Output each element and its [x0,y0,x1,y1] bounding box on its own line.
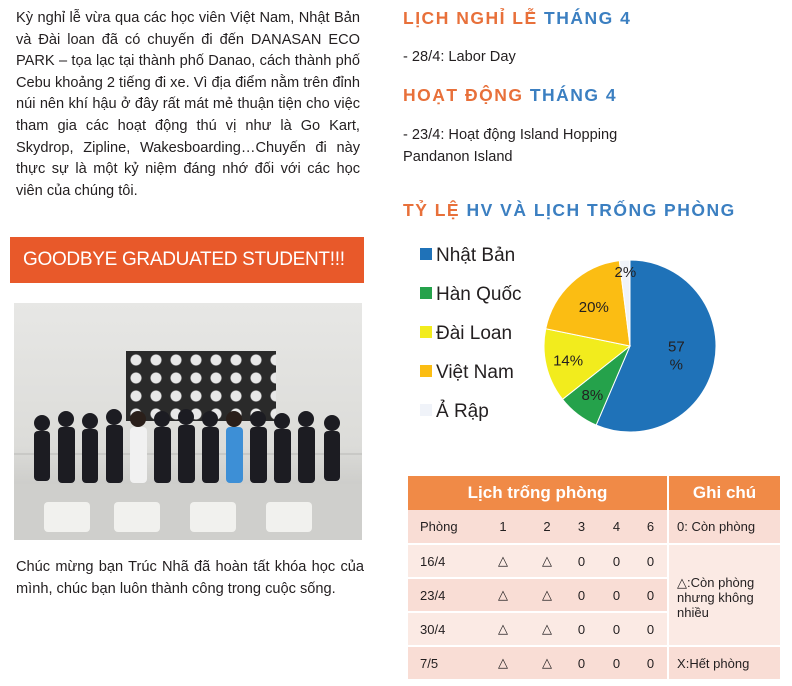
table-cell: △ [530,544,564,578]
pie-chart [540,256,720,436]
table-cell: △ [530,646,564,680]
legend-item [420,361,514,385]
photo-chairs [14,484,362,540]
table-row [408,646,780,680]
holiday-heading [403,8,631,29]
pie-data-label: 2% [614,264,637,282]
table-cell: 0 [599,578,634,612]
legend-label: Ả Rập [436,401,489,422]
legend-item [420,244,515,268]
legend-swatch [420,326,432,338]
legend-label: Việt Nam [436,362,514,383]
table-cell-date: 30/4 [408,612,476,646]
ratio-heading [403,200,736,221]
legend-swatch [420,404,432,416]
table-cell: △ [476,612,530,646]
congrats-paragraph: Chúc mừng bạn Trúc Nhã đã hoàn tất khóa học của mình, chúc bạn luôn thành công trong cuộc sống. [16,559,364,597]
legend-item [420,283,522,307]
pie-data-label: 57 % [667,338,685,374]
table-cell: △ [476,646,530,680]
ratio-title-a: TỶ LỆ [403,200,461,220]
table-col-header: 4 [599,510,634,544]
pie-data-label: 20% [578,298,609,316]
room-schedule-table [408,476,780,681]
table-col-header: 1 [476,510,530,544]
activity-title-a: HOẠT ĐỘNG [403,85,524,105]
activity-heading [403,85,617,106]
table-col-header: Phòng [408,510,476,544]
table-cell: △ [530,612,564,646]
table-cell: 0 [564,544,599,578]
table-header-main: Lịch trống phòng [408,476,668,510]
legend-label: Hàn Quốc [436,284,522,305]
table-cell: 0 [564,578,599,612]
table-note-top: 0: Còn phòng [668,510,780,544]
legend-item [420,322,512,346]
table-note-bottom: X:Hết phòng [668,646,780,680]
table-cell: △ [476,578,530,612]
table-row [408,544,780,578]
table-cell: 0 [634,578,668,612]
table-col-header: 3 [564,510,599,544]
graduation-photo [14,303,362,540]
table-note-mid: △:Còn phòng nhưng không nhiều [668,544,780,646]
table-col-header: 2 [530,510,564,544]
table-cell-date: 16/4 [408,544,476,578]
holiday-title-b: THÁNG 4 [544,8,632,28]
table-cell: △ [530,578,564,612]
table-cell: 0 [564,646,599,680]
holiday-item: - 28/4: Labor Day [403,49,516,65]
legend-label: Đài Loan [436,323,513,344]
table-col-header: 6 [634,510,668,544]
table-cell: 0 [634,544,668,578]
pie-data-label: 14% [553,352,584,370]
table-cell: △ [476,544,530,578]
activity-item-line1: - 23/4: Hoạt động Island Hopping [403,127,618,143]
activity-title-b: THÁNG 4 [529,85,618,105]
activity-item-line2: Pandanon Island [403,149,513,165]
legend-swatch [420,248,432,260]
goodbye-banner: GOODBYE GRADUATED STUDENT!!! [10,237,364,283]
ratio-title-b: HV VÀ LỊCH TRỐNG PHÒNG [466,200,736,220]
legend-item [420,400,489,424]
table-cell: 0 [634,646,668,680]
table-cell: 0 [599,646,634,680]
table-cell: 0 [599,544,634,578]
table-header-note: Ghi chú [668,476,780,510]
table-cell-date: 23/4 [408,578,476,612]
table-cell: 0 [599,612,634,646]
table-row [408,510,780,544]
holiday-title-a: LỊCH NGHỈ LỄ [403,8,538,28]
legend-swatch [420,365,432,377]
table-cell: 0 [634,612,668,646]
table-cell: 0 [564,612,599,646]
intro-paragraph: Kỳ nghỉ lễ vừa qua các học viên Việt Nam, Nhật Bản và Đài loan đã có chuyến đi đến DANASAN ECO PARK – tọa lạc tại thành phố Danao, cách thành phố Cebu khoảng 2 tiếng đi xe. Vì địa điểm nằm trên đỉnh núi nên khí hậu ở đây rất mát mẻ thuận tiện cho việc tham gia các hoạt động thú vị như là Go Kart, Skydrop, Zipline, Wakesboarding…Chuyến đi này thực sự là một kỷ niệm đáng nhớ đối với các học viên của chúng tôi. [16,10,360,199]
legend-swatch [420,287,432,299]
pie-data-label: 8% [581,387,604,405]
table-cell-date: 7/5 [408,646,476,680]
legend-label: Nhật Bản [436,245,516,266]
